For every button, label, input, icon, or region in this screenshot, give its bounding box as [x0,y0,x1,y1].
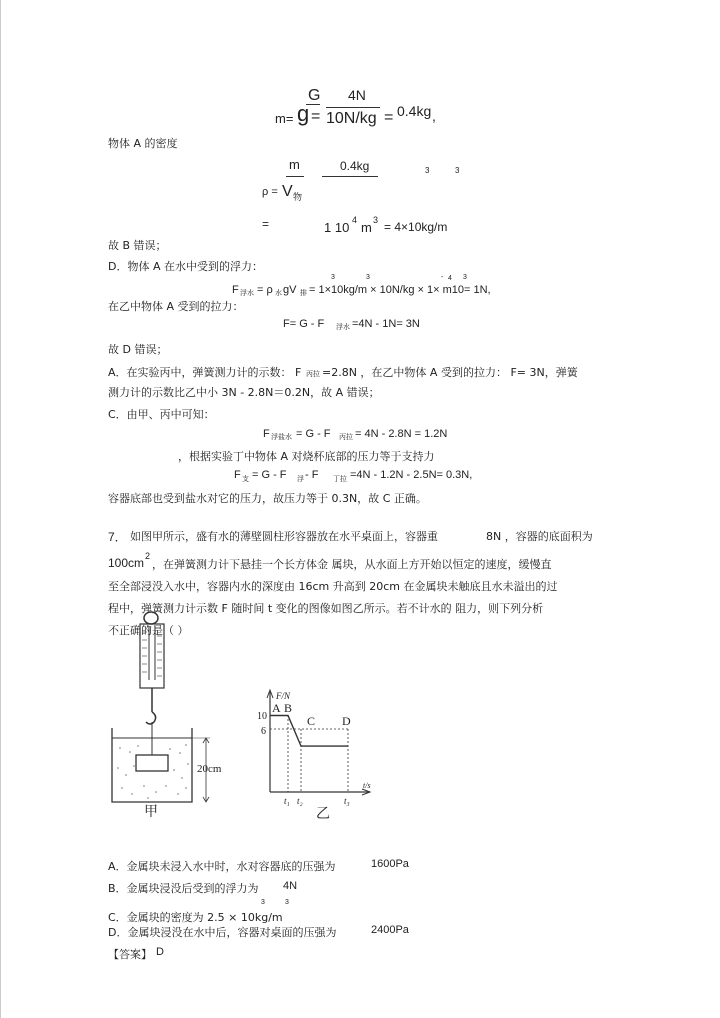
x-axis-label: t/s [363,781,371,790]
salt-sub2: 丙拉 [339,433,353,441]
buoy-sub: 浮水 [240,289,254,297]
formula-comma: , [432,108,436,124]
density-vol-exp: 4 [352,215,358,225]
option-a-value: 1600Pa [371,858,409,870]
scale-ring [144,612,158,624]
question-area: 100cm [108,556,145,570]
formula-G: G [308,87,321,104]
option-c-text: C．金属块的密度为 2.5 × 10kg/m [108,911,283,924]
question-line1-b: 8N ，容器的底面积为 [486,530,593,543]
tick-t2: t₂ [297,796,303,806]
formula-10n-kg: 10N/kg [326,110,377,127]
formula-eq1: = [311,108,321,125]
density-exp-a: 3 [425,166,430,175]
buoy-pai: 排 [300,289,307,297]
formula-result: 0.4kg [397,103,432,119]
buoy-dash: - [441,274,444,281]
support-a: F [234,469,241,481]
buoy-rest: = 1×10kg/m × 10N/kg × 1× m10= 1N, [309,284,491,296]
salt-a: F [263,428,270,440]
formula-g: g [297,101,310,126]
support-sub1: 支 [242,475,249,483]
tick-10: 10 [257,711,267,722]
question-line3: 至全部浸没入水中，容器内水的深度由 16cm 升高到 20cm 在金属块未触底且水未溢出的过 [108,580,558,593]
formula-m-eq: m= [275,111,294,126]
option-b-text: B．金属块浸没后受到的浮力为 [108,882,259,895]
density-bar [322,176,378,177]
density-vol-unit: m [361,220,372,235]
point-A: A [272,701,281,715]
density-wu: 物 [293,193,303,203]
question-line5: 不正确的是（ ） [108,624,189,637]
formula-4n: 4N [348,87,366,103]
density-eq: = [262,217,270,231]
density-rho: ρ = [262,186,278,198]
label-jia: 甲 [144,805,158,820]
buoy-gv: gV [283,284,297,296]
pull-a: F= G - F [283,318,325,330]
buoy-water: 水 [275,289,282,297]
pull-sub: 浮水 [336,323,350,331]
option-c-exp1: 3 [261,899,265,906]
label-yi: 乙 [316,807,330,820]
tick-6: 6 [261,726,266,737]
tick-t1: t₁ [284,796,290,806]
support-c: - F [305,469,319,481]
support-b: = G - F [252,469,287,481]
density-m: m [289,157,300,172]
metal-block [136,755,168,771]
question-line4: 程中，弹簧测力计示数 F 随时间 t 变化的图像如图乙所示。若不计水的 阻力，则下列分析 [108,602,544,615]
question-num: 7． [108,530,127,544]
salt-sub: 浮盐水 [271,433,292,441]
a-line2: 测力计的示数比乙中小 3N - 2.8N＝0.2N，故 A 错误； [108,386,380,399]
depth-label: 20cm [197,763,222,775]
buoy-exp2: 3 [366,274,370,281]
point-C: C [307,714,316,728]
salt-b: = G - F [296,428,331,440]
option-d-value: 2400Pa [371,924,409,936]
buoy-mid: = ρ [257,284,273,296]
question-area-exp: 2 [145,551,151,561]
density-result: = 4×10kg/m [384,220,448,234]
salt-c: = 4N - 2.8N = 1.2N [355,428,448,440]
option-b-value: 4N [283,880,298,892]
density-vol-unit-exp: 3 [373,215,379,225]
buoy-exp4: 3 [463,274,467,281]
pull-b: =4N - 1N= 3N [352,318,420,330]
buoy-exp1: 3 [331,274,335,281]
fraction-bar [326,107,380,108]
b-wrong: 故 B 错误； [108,239,167,252]
option-a-text: A．金属块未浸入水中时，水对容器底的压强为 [108,860,336,873]
support-sub2: 浮 [297,475,304,483]
buoy-F: F [232,284,239,296]
support-sub3: 丁拉 [333,475,347,483]
point-B: B [284,701,293,715]
figure-yi-graph [250,684,380,820]
point-D: D [342,714,351,728]
tick-t3: t₃ [344,796,350,806]
support-d: =4N - 1.2N - 2.5N= 0.3N, [350,469,473,481]
a-line1-b: =2.8N ，在乙中物体 A 受到的拉力： F= 3N，弹簧 [322,366,578,379]
density-label: 物体 A 的密度 [108,137,178,150]
d-label: D．物体 A 在水中受到的浮力： [108,260,263,273]
formula-eq2: = [384,109,394,126]
density-vol: 1 10 [324,220,350,235]
support-intro: ，根据实验丁中物体 A 对烧杯底部的压力等于支持力 [178,450,435,463]
answer-label: 【答案】 [108,948,152,961]
page-edge [0,0,1,1018]
density-bar-m [286,176,304,177]
c-label: C．由甲、丙中可知： [108,408,215,421]
figure-jia [108,610,240,820]
density-exp-b: 3 [455,166,460,175]
d-wrong: 故 D 错误； [108,343,168,356]
scale-hook [146,712,156,724]
buoy-exp3: 4 [448,275,452,282]
y-axis-label: F/N [276,691,291,701]
scale-ticks [142,632,162,676]
answer-value: D [156,946,164,958]
a-line1-sub: 丙拉 [306,370,320,378]
option-d-text: D．金属块浸没在水中后，容器对桌面的压强为 [108,926,337,939]
question-line2: ，在弹簧测力计下悬挂一个长方体金 属块，从水面上方开始以恒定的速度，缓慢直 [152,558,552,571]
density-mass: 0.4kg [340,159,370,173]
yi-pull: 在乙中物体 A 受到的拉力： [108,300,244,313]
a-line1-a: A．在实验丙中，弹簧测力计的示数： F [108,366,302,379]
bottom-force: 容器底部也受到盐水对它的压力，故压力等于 0.3N，故 C 正确。 [108,492,427,505]
question-line1-a: 如图甲所示，盛有水的薄壁圆柱形容器放在水平桌面上，容器重 [130,530,438,543]
density-V: V [282,183,293,200]
option-c-exp2: 3 [285,899,289,906]
